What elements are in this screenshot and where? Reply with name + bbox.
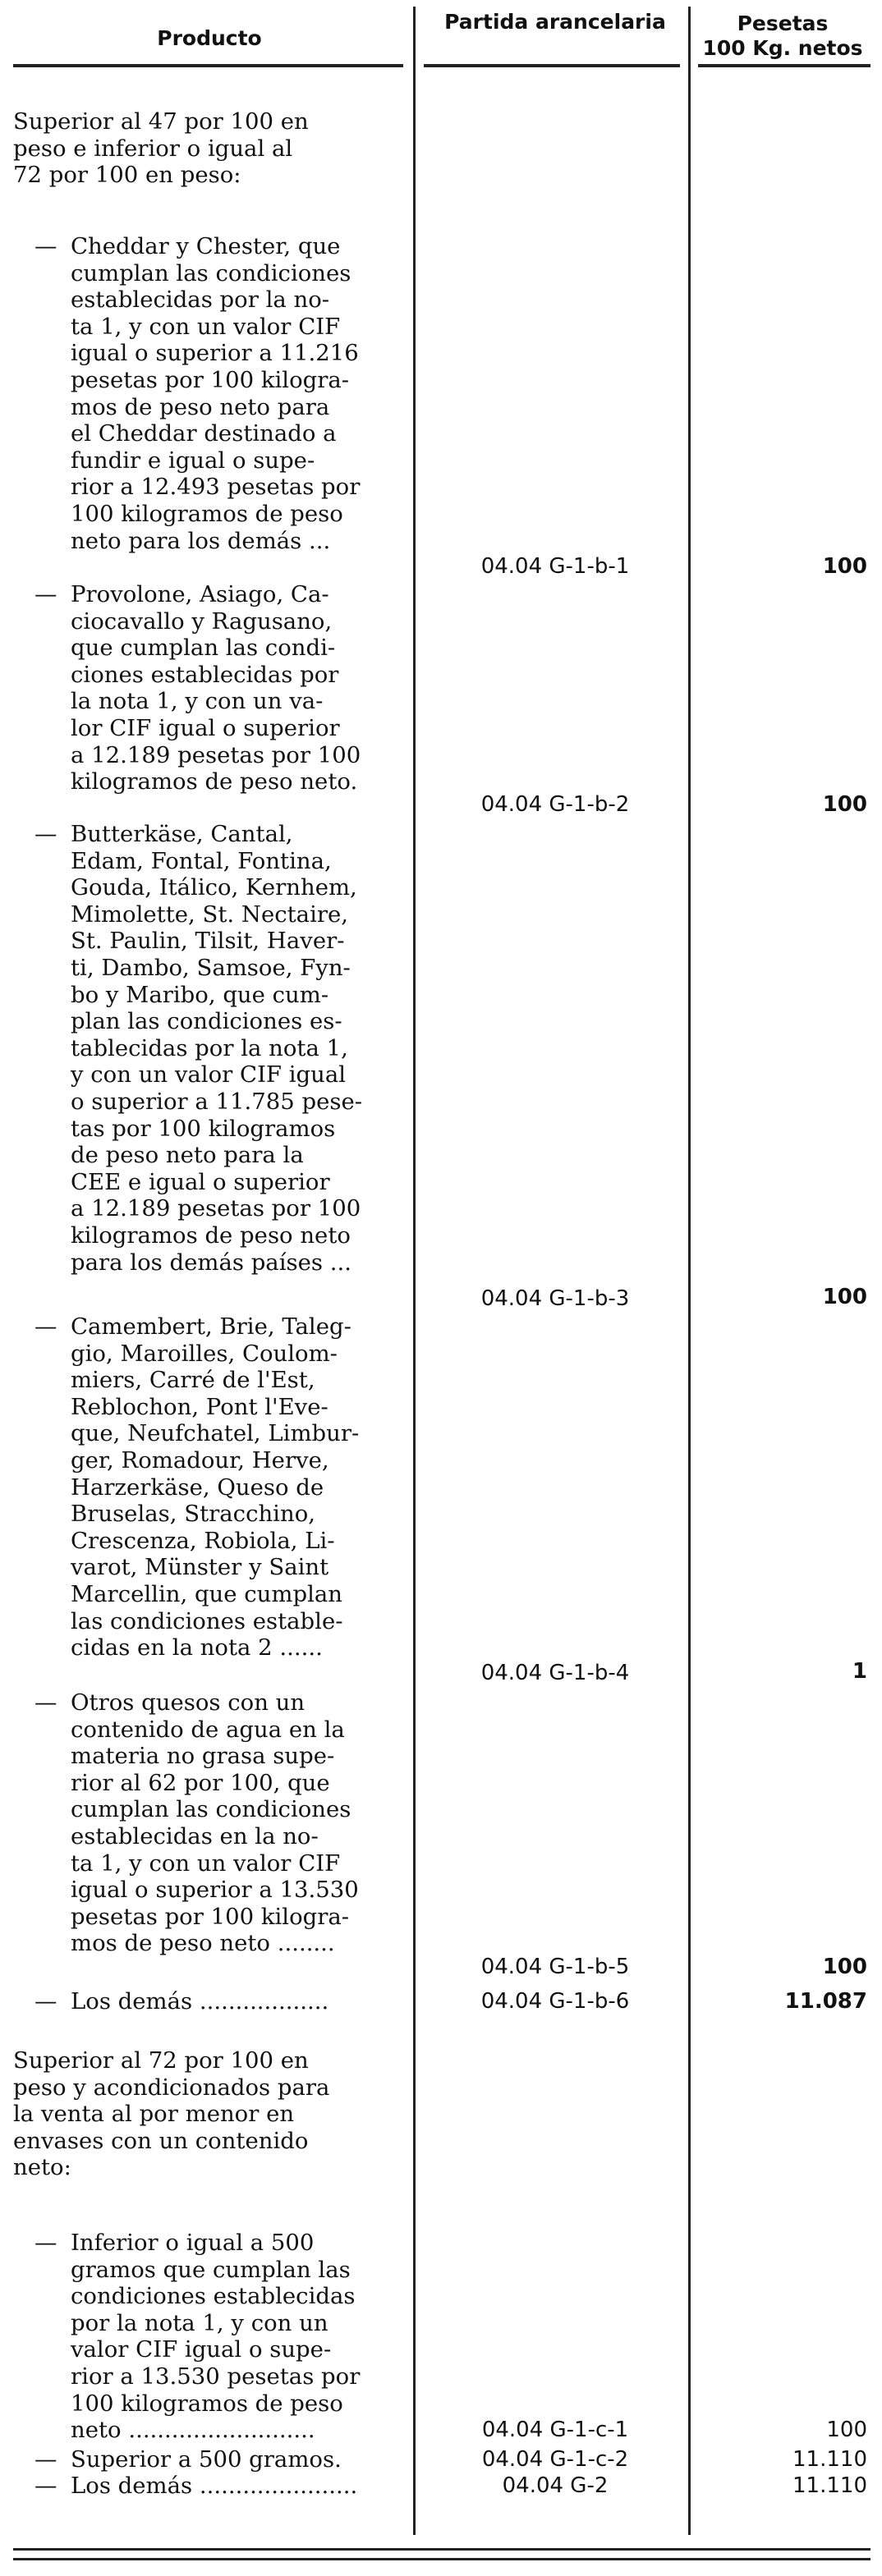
header-producto: Producto	[157, 26, 262, 50]
partida-cell: 04.04 G-2	[502, 2473, 609, 2498]
column-divider-1	[413, 7, 416, 2535]
pesetas-cell: 1	[852, 1659, 867, 1684]
table-bottom-rule	[13, 2548, 871, 2551]
table-bottom-rule	[13, 2558, 871, 2560]
item-dash: —	[34, 821, 57, 847]
item-dash: —	[34, 233, 57, 259]
partida-cell: 04.04 G-1-b-4	[480, 1661, 630, 1685]
pesetas-cell: 11.087	[784, 1989, 867, 2014]
header-pesetas-line1: Pesetas	[737, 11, 829, 35]
partida-cell: 04.04 G-1-b-6	[480, 1989, 630, 2014]
item-dash: —	[34, 1988, 57, 2015]
header-underline-producto	[13, 64, 403, 67]
pesetas-cell: 11.110	[792, 2473, 867, 2498]
item-description: Butterkäse, Cantal, Edam, Fontal, Fontina, Gouda, Itálico, Kernhem, Mimolette, St. Nectaire, St. Paulin, Tilsit, Haver- ti, Dambo, Samsoe, Fyn- bo y Maribo, que cum- plan las condiciones es- tablecidas por la nota 1, y con un valor CIF igual o superior a 11.785 pese- tas por 100 kilogramos de peso neto para la CEE e igual o superior a 12.189 pesetas por 100 kilogramos de peso neto para los demás países ...	[71, 821, 363, 1276]
header-pesetas	[696, 11, 869, 61]
item-dash: —	[34, 1689, 57, 1716]
header-underline-partida	[424, 64, 680, 67]
pesetas-cell: 11.110	[792, 2447, 867, 2472]
partida-cell: 04.04 G-1-b-5	[480, 1955, 630, 1979]
item-dash: —	[34, 581, 57, 607]
item-description: Los demás ......................	[71, 2473, 358, 2499]
item-description: Provolone, Asiago, Ca- ciocavallo y Ragusano, que cumplan las condi- ciones establecidas por la nota 1, y con un va- lor CIF igual o superior a 12.189 pesetas por 100 kilogramos de peso neto.	[71, 581, 361, 795]
item-description: Inferior o igual a 500 gramos que cumplan las condiciones establecidas por la nota 1, y con un valor CIF igual o supe- rior a 13.530 pesetas por 100 kilogramos de peso neto ..........................	[71, 2230, 361, 2444]
partida-cell: 04.04 G-1-c-1	[481, 2418, 629, 2442]
item-dash: —	[34, 2446, 57, 2473]
item-dash: —	[34, 1313, 57, 1340]
pesetas-cell: 100	[826, 2418, 867, 2442]
item-dash: —	[34, 2230, 57, 2256]
item-description: Superior a 500 gramos.	[71, 2446, 342, 2473]
partida-cell: 04.04 G-1-c-2	[481, 2447, 629, 2472]
item-description: Cheddar y Chester, que cumplan las condiciones establecidas por la no- ta 1, y con un valor CIF igual o superior a 11.216 pesetas por 100 kilogra- mos de peso neto para el Cheddar destinado a fundir e igual o supe- rior a 12.493 pesetas por 100 kilogramos de peso neto para los demás ...	[71, 233, 361, 554]
item-description: Camembert, Brie, Taleg- gio, Maroilles, Coulom- miers, Carré de l'Est, Reblochon, Pont l'Eve- que, Neufchatel, Limbur- ger, Romadour, Herve, Harzerkäse, Queso de Bruselas, Stracchino, Crescenza, Robiola, Li- varot, Münster y Saint Marcellin, que cumplan las condiciones estable- cidas en la nota 2 ......	[71, 1313, 360, 1662]
column-divider-2	[688, 7, 691, 2535]
item-description: Los demás ..................	[71, 1988, 329, 2015]
section-heading-1: Superior al 47 por 100 en peso e inferior o igual al 72 por 100 en peso:	[13, 108, 309, 189]
header-underline-pesetas	[698, 64, 871, 67]
header-partida-arancelaria: Partida arancelaria	[444, 10, 666, 34]
partida-cell: 04.04 G-1-b-1	[480, 554, 630, 579]
item-dash: —	[34, 2473, 57, 2499]
pesetas-cell: 100	[822, 1955, 867, 1979]
partida-cell: 04.04 G-1-b-2	[480, 792, 630, 817]
header-pesetas-line2: 100 Kg. netos	[702, 36, 863, 60]
pesetas-cell: 100	[822, 554, 867, 579]
item-description: Otros quesos con un contenido de agua en la materia no grasa supe- rior al 62 por 100, que cumplan las condiciones establecidas en la no- ta 1, y con un valor CIF igual o superior a 13.530 pesetas por 100 kilogra- mos de peso neto ........	[71, 1689, 359, 1957]
pesetas-cell: 100	[822, 792, 867, 817]
pesetas-cell: 100	[822, 1285, 867, 1309]
partida-cell: 04.04 G-1-b-3	[480, 1286, 630, 1311]
section-heading-2: Superior al 72 por 100 en peso y acondicionados para la venta al por menor en envases con un contenido neto:	[13, 2047, 330, 2181]
